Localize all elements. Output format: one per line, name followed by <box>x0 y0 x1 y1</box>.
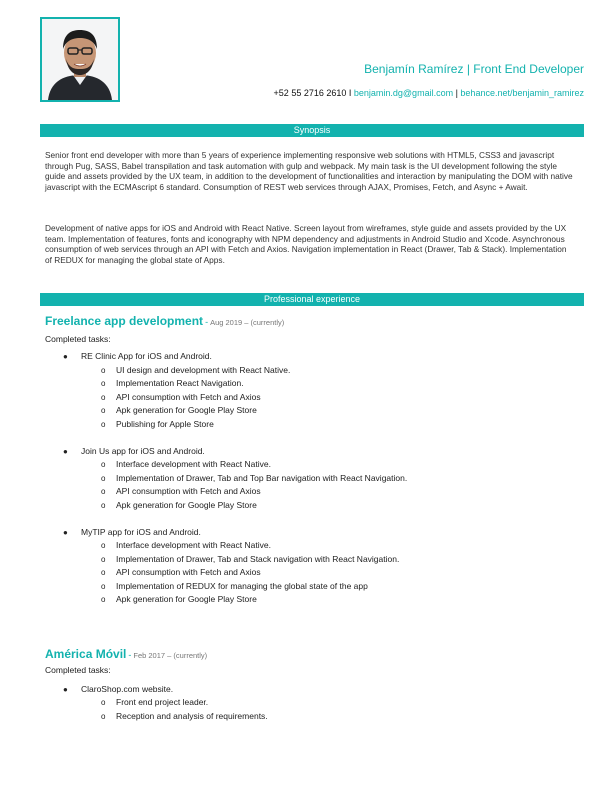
task-text: Implementation React Navigation. <box>116 378 244 388</box>
task-text: Front end project leader. <box>116 697 209 707</box>
project-item <box>63 527 201 537</box>
task-item <box>101 500 257 510</box>
behance-link[interactable]: behance.net/benjamin_ramirez <box>460 88 584 98</box>
contact-separator: I <box>346 88 354 98</box>
sub-bullet-icon: o <box>101 712 106 721</box>
task-text: UI design and development with React Native. <box>116 365 291 375</box>
sub-bullet-icon: o <box>101 582 106 591</box>
task-text: Implementation of Drawer, Tab and Stack navigation with React Navigation. <box>116 554 400 564</box>
email-link[interactable]: benjamin.dg@gmail.com <box>353 88 454 98</box>
task-text: Publishing for Apple Store <box>116 419 214 429</box>
job-name: Freelance app development <box>45 314 204 328</box>
job-title-america-movil <box>45 645 207 663</box>
task-item <box>101 486 261 496</box>
task-text: Implementation of REDUX for managing the global state of the app <box>116 581 368 591</box>
project-name: ClaroShop.com website. <box>81 684 174 694</box>
sub-bullet-icon: o <box>101 555 106 564</box>
bullet-icon: ● <box>63 685 68 694</box>
sub-bullet-icon: o <box>101 698 106 707</box>
task-item <box>101 405 257 415</box>
contact-line <box>274 88 584 98</box>
task-text: Implementation of Drawer, Tab and Top Bar navigation with React Navigation. <box>116 473 408 483</box>
task-item <box>101 419 214 429</box>
completed-tasks-label: Completed tasks: <box>45 334 111 344</box>
task-text: Interface development with React Native. <box>116 540 271 550</box>
job-title-freelance <box>45 312 284 330</box>
bullet-icon: ● <box>63 528 68 537</box>
task-item <box>101 473 407 483</box>
task-item <box>101 697 208 707</box>
project-item <box>63 684 173 694</box>
sub-bullet-icon: o <box>101 393 106 402</box>
sub-bullet-icon: o <box>101 420 106 429</box>
profile-photo <box>40 17 120 102</box>
bullet-icon: ● <box>63 352 68 361</box>
synopsis-paragraph-1: Senior front end developer with more than 5 years of experience implementing responsive web solutions with HTML5, CSS3 and javascript through Pug, SASS, Babel transpilation and task automation with gulp and webpack. My main task is the UI development following the style guide and assets provided by the UX team, in addition to the development of functionalities and interaction by manipulating the DOM with native javascript with the ECMAscript 6 standard. Consumption of REST web services through AJAX, Promises, Fetch, and Async + Await. <box>45 150 573 192</box>
task-item <box>101 540 271 550</box>
task-text: Interface development with React Native. <box>116 459 271 469</box>
synopsis-heading: Synopsis <box>40 124 584 137</box>
task-item <box>101 378 244 388</box>
task-text: API consumption with Fetch and Axios <box>116 392 261 402</box>
task-item <box>101 581 368 591</box>
project-name: MyTIP app for iOS and Android. <box>81 527 201 537</box>
sub-bullet-icon: o <box>101 501 106 510</box>
name-and-title: Benjamín Ramírez | Front End Developer <box>364 62 584 76</box>
job-date: Aug 2019 – (currently) <box>210 318 285 327</box>
job-dash: - <box>205 317 209 327</box>
task-item <box>101 567 261 577</box>
task-item <box>101 711 268 721</box>
task-item <box>101 459 271 469</box>
task-text: Apk generation for Google Play Store <box>116 500 257 510</box>
task-item <box>101 365 290 375</box>
task-item <box>101 554 399 564</box>
sub-bullet-icon: o <box>101 487 106 496</box>
task-text: API consumption with Fetch and Axios <box>116 567 261 577</box>
project-item <box>63 351 212 361</box>
job-date: Feb 2017 – (currently) <box>133 651 208 660</box>
task-text: Apk generation for Google Play Store <box>116 594 257 604</box>
project-item <box>63 446 205 456</box>
sub-bullet-icon: o <box>101 379 106 388</box>
sub-bullet-icon: o <box>101 595 106 604</box>
profile-photo-illustration <box>42 19 118 100</box>
project-name: Join Us app for iOS and Android. <box>81 446 205 456</box>
sub-bullet-icon: o <box>101 568 106 577</box>
completed-tasks-label: Completed tasks: <box>45 665 111 675</box>
task-item <box>101 594 257 604</box>
project-name: RE Clinic App for iOS and Android. <box>81 351 212 361</box>
contact-separator: | <box>453 88 461 98</box>
task-item <box>101 392 261 402</box>
job-dash: - <box>128 650 132 660</box>
sub-bullet-icon: o <box>101 541 106 550</box>
bullet-icon: ● <box>63 447 68 456</box>
task-text: API consumption with Fetch and Axios <box>116 486 261 496</box>
sub-bullet-icon: o <box>101 406 106 415</box>
task-text: Apk generation for Google Play Store <box>116 405 257 415</box>
job-name: América Móvil <box>45 647 127 661</box>
synopsis-paragraph-2: Development of native apps for iOS and Android with React Native. Screen layout from wireframes, style guide and assets provided by the UX team. Implementation of features, fonts and iconography with NPM dependency and adjustments in Android Studio and Xcode. Asynchronous consumption of web services through an API with Fetch and Axios. Navigation implementation in React (Drawer, Tab & Stack). Implementation of REDUX for managing the global state of Apps. <box>45 223 567 265</box>
task-text: Reception and analysis of requirements. <box>116 711 268 721</box>
sub-bullet-icon: o <box>101 460 106 469</box>
experience-heading: Professional experience <box>40 293 584 306</box>
sub-bullet-icon: o <box>101 366 106 375</box>
sub-bullet-icon: o <box>101 474 106 483</box>
phone-number: +52 55 2716 2610 <box>273 88 347 98</box>
